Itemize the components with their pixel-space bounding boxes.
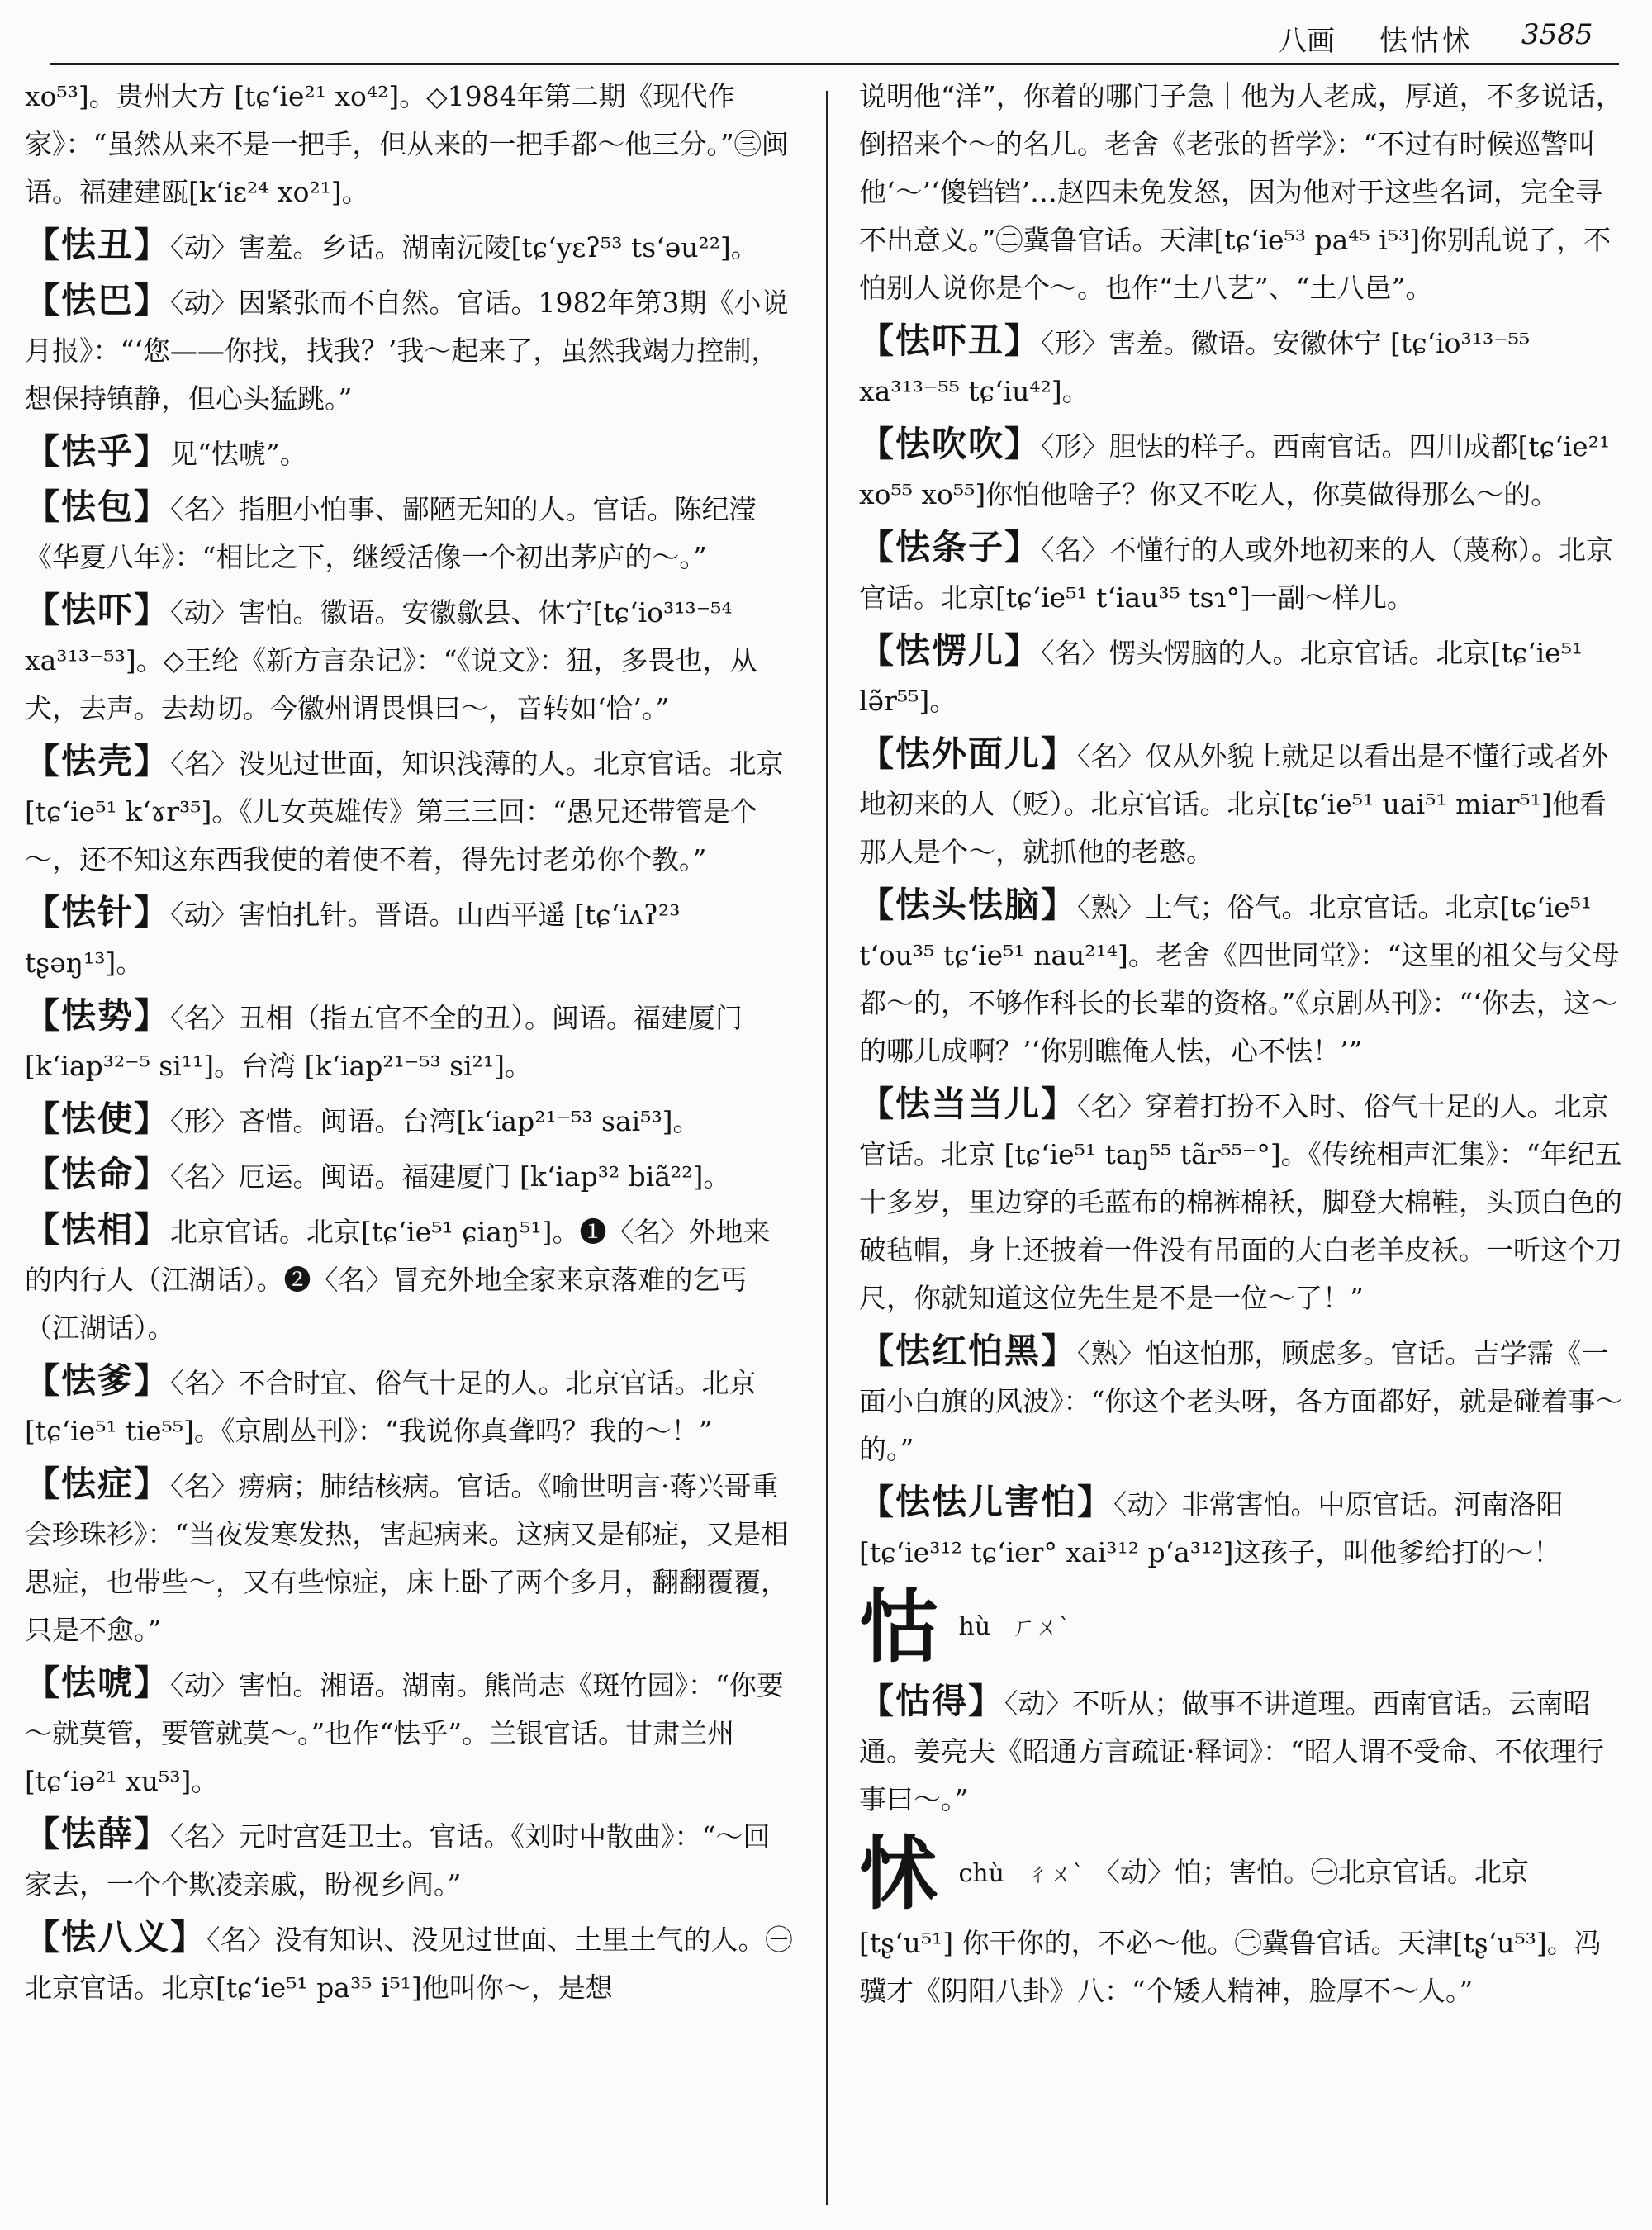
dictionary-entry	[859, 524, 1627, 622]
entry-headword: 【怯条子】	[859, 527, 1042, 567]
entry-definition: 见“怯唬”。	[170, 438, 307, 470]
dictionary-entry	[25, 277, 793, 423]
entry-headword: 【怯针】	[25, 892, 171, 932]
header-rule	[50, 63, 1619, 65]
column-divider	[826, 91, 828, 2205]
entry-headword: 【怯症】	[25, 1464, 171, 1504]
entry-definition: 〈名〉穿着打扮不入时、俗气十足的人。北京官话。北京 [tɕʻie⁵¹ taŋ⁵⁵ tãr⁵⁵⁻°]。《传统相声汇集》：“年纪五十多岁，里边穿的毛蓝布的棉裤棉袄，脚登大棉鞋，头顶白色的破毡帽，身上还披着一件没有吊面的大白老羊皮袄。一听这个刀尺，你就知道这位先生是不是一位～了！”	[859, 1090, 1622, 1314]
entry-definition: 〈名〉厄运。闽语。福建厦门 [kʻiap³² biã²²]。	[170, 1160, 731, 1193]
dictionary-entry	[25, 1810, 793, 1909]
entry-definition: 〈熟〉怕这怕那，顾虑多。官话。吉学霈《一面小白旗的风波》：“你这个老头呀，各方面都好，就是碰着事～的。”	[859, 1337, 1623, 1465]
entry-headword: 【怯势】	[25, 995, 171, 1036]
entry-headword: 【怯怯儿害怕】	[859, 1482, 1114, 1522]
page-number: 3585	[1521, 18, 1593, 51]
dictionary-entry	[25, 889, 793, 987]
dictionary-entry	[859, 627, 1627, 725]
entry-headword: 【怯薛】	[25, 1814, 171, 1854]
zhuyin: ㄔㄨˋ	[1026, 1860, 1085, 1887]
entry-definition: 〈名〉痨病；肺结核病。官话。《喻世明言·蒋兴哥重会珍珠衫》：“当夜发寒发热，害起病来。这病又是郁症，又是相思症，也带些～，又有些惊症，床上卧了两个多月，翻翻覆覆，只是不愈。”	[25, 1470, 789, 1646]
entry-headword: 【怯外面儿】	[859, 733, 1078, 774]
entry-headword: 【怯八义】	[25, 1917, 207, 1957]
left-column	[25, 73, 793, 2220]
right-column	[859, 73, 1627, 2220]
entry-headword: 【怯爹】	[25, 1360, 171, 1401]
entry-headword: 【怯巴】	[25, 280, 171, 320]
pinyin: hù	[958, 1612, 991, 1641]
entry-headword: 【怙得】	[859, 1681, 1005, 1721]
entry-list	[25, 221, 793, 2012]
entry-definition: 〈名〉没见过世面，知识浅薄的人。北京官话。北京 [tɕʻie⁵¹ kʻɤr³⁵]。《儿女英雄传》第三三回：“愚兄还带管是个～，还不知这东西我使的着使不着，得先讨老弟你个教。”	[25, 747, 784, 875]
entry-definition: 〈名〉丑相（指五官不全的丑）。闽语。福建厦门[kʻiap³²⁻⁵ si¹¹]。台湾 [kʻiap²¹⁻⁵³ si²¹]。	[25, 1002, 743, 1082]
entry-definition: 〈名〉元时宫廷卫士。官话。《刘时中散曲》：“～回家去，一个个欺凌亲戚，盼视乡闾。”	[25, 1820, 771, 1900]
head-character: 怙	[859, 1580, 938, 1673]
guide-characters: 怯怙怵	[1379, 25, 1474, 58]
entry-definition: 〈熟〉土气；俗气。北京官话。北京[tɕʻie⁵¹ tʻou³⁵ tɕʻie⁵¹ nau²¹⁴]。老舍《四世同堂》：“这里的祖父与父母都～的，不够作科长的长辈的资格。”《京剧丛刊》：“‘你去，这～的哪儿成啊？’‘你别瞧俺人怯，心不怯！’”	[859, 891, 1620, 1067]
section-label: 八画	[1279, 25, 1335, 58]
entry-definition: 〈名〉没有知识、没见过世面、土里土气的人。㊀北京官话。北京[tɕʻie⁵¹ pa³⁵ i⁵¹]他叫你～，是想	[25, 1924, 793, 2004]
dictionary-entry	[859, 730, 1627, 876]
entry-definition: 〈动〉因紧张而不自然。官话。1982年第3期《小说月报》：“‘您——你找，找我？’我～起来了，虽然我竭力控制，想保持镇静，但心头猛跳。”	[25, 287, 789, 415]
dictionary-entry	[25, 738, 793, 884]
dictionary-entry	[25, 1357, 793, 1455]
page-header	[0, 0, 1652, 66]
entry-headword: 【怯包】	[25, 486, 171, 527]
entry-headword: 【怯唬】	[25, 1663, 171, 1703]
entry-headword: 【怯命】	[25, 1154, 171, 1194]
dictionary-entry	[25, 1659, 793, 1805]
dictionary-entry	[859, 317, 1627, 415]
dictionary-entry	[859, 1327, 1627, 1473]
entry-list	[859, 317, 1627, 1577]
entry-headword: 【怯愣儿】	[859, 630, 1042, 671]
continuation-text: xo⁵³]。贵州大方 [tɕʻie²¹ xo⁴²]。◇1984年第二期《现代作家》：“虽然从来不是一把手，但从来的一把手都～他三分。”㊂闽语。福建建瓯[kʻiɛ²⁴ xo²¹]。	[25, 80, 789, 208]
entry-definition: 〈形〉胆怯的样子。西南官话。四川成都[tɕʻie²¹ xo⁵⁵ xo⁵⁵]你怕他啥子？你又不吃人，你莫做得那么～的。	[859, 430, 1611, 510]
entry-definition: 〈动〉害怕。湘语。湖南。熊尚志《斑竹园》：“你要～就莫管，要管就莫～。”也作“怯乎”。兰银官话。甘肃兰州[tɕʻiə²¹ xu⁵³]。	[25, 1669, 784, 1797]
entry-definition: 〈动〉害羞。乡话。湖南沅陵[tɕʻyɛʔ⁵³ tsʻəu²²]。	[170, 231, 758, 263]
entry-headword: 【怯当当儿】	[859, 1084, 1078, 1124]
entry-headword: 【怯红怕黑】	[859, 1331, 1078, 1371]
entry-headword: 【怯丑】	[25, 225, 171, 265]
entry-headword: 【怯吓】	[25, 590, 171, 630]
entry-headword: 【怯吓丑】	[859, 320, 1042, 361]
entry-definition: 〈名〉不懂行的人或外地初来的人（蔑称）。北京官话。北京[tɕʻie⁵¹ tʻiau³⁵ tsɿ°]一副～样儿。	[859, 534, 1614, 614]
entry-headword: 【怯吹吹】	[859, 424, 1042, 464]
dictionary-entry	[859, 1478, 1627, 1577]
continuation-text: 说明他“洋”，你着的哪门子急｜他为人老成，厚道，不多说话，倒招来个～的名儿。老舍《老张的哲学》：“不过有时候巡警叫他‘～’‘傻铛铛’…赵四未免发怒，因为他对于这些名词，完全寻不出意义。”㊁冀鲁官话。天津[tɕʻie⁵³ pa⁴⁵ i⁵³]你别乱说了，不怕别人说你是个～。也作“土八艺”、“土八邑”。	[859, 80, 1623, 304]
dictionary-entry	[25, 221, 793, 272]
zhuyin: ㄏㄨˋ	[1012, 1613, 1070, 1640]
entry-headword: 【怯壳】	[25, 741, 171, 781]
entry-definition: 〈动〉怕；害怕。㊀北京官话。北京 [tʂʻu⁵¹] 你干你的，不必～他。㊁冀鲁官话。天津[tʂʻu⁵³]。冯骥才《阴阳八卦》八：“个矮人精神，脸厚不～人。”	[859, 1856, 1602, 2007]
entry-definition: 〈形〉吝惜。闽语。台湾[kʻiap²¹⁻⁵³ sai⁵³]。	[170, 1105, 700, 1137]
entry-definition: 〈动〉非常害怕。中原官话。河南洛阳[tɕʻie³¹² tɕʻier° xai³¹² pʻa³¹²]这孩子，叫他爹给打的～！	[859, 1488, 1564, 1568]
entry-headword: 【怯使】	[25, 1098, 171, 1139]
dictionary-entry	[25, 1151, 793, 1201]
dictionary-entry	[859, 881, 1627, 1075]
entry-definition: 〈动〉害怕。徽语。安徽歙县、休宁[tɕʻio³¹³⁻⁵⁴ xa³¹³⁻⁵³]。◇王纶《新方言杂记》：“《说文》：狃，多畏也，从犬，去声。去劫切。今徽州谓畏惧曰～，音转如‘恰’。”	[25, 596, 757, 724]
entry-headword: 【怯头怯脑】	[859, 885, 1078, 925]
entry-definition: 〈名〉不合时宜、俗气十足的人。北京官话。北京[tɕʻie⁵¹ tie⁵⁵]。《京剧丛刊》：“我说你真聋吗？我的～！”	[25, 1367, 757, 1447]
dictionary-entry	[859, 1080, 1627, 1322]
dictionary-entry	[25, 1914, 793, 2012]
dictionary-entry	[859, 420, 1627, 519]
dictionary-entry	[859, 1677, 1627, 1824]
dictionary-entry	[25, 1095, 793, 1146]
character-heading-hu	[859, 1582, 1627, 1672]
character-heading-chu	[859, 1829, 1627, 2015]
dictionary-entry	[25, 586, 793, 733]
entry-headword: 【怯乎】	[25, 431, 171, 472]
entry-definition: 北京官话。北京[tɕʻie⁵¹ ɕiaŋ⁵¹]。❶〈名〉外地来的内行人（江湖话）。❷〈名〉冒充外地全家来京落难的乞丐（江湖话）。	[25, 1216, 771, 1344]
entry-definition: 〈名〉愣头愣脑的人。北京官话。北京[tɕʻie⁵¹ lə̃r⁵⁵]。	[859, 637, 1583, 717]
entry-definition: 〈名〉仅从外貌上就足以看出是不懂行或者外地初来的人（贬）。北京官话。北京[tɕʻie⁵¹ uai⁵¹ miar⁵¹]他看那人是个～，就抓他的老憨。	[859, 740, 1609, 868]
dictionary-entry	[25, 483, 793, 581]
head-character: 怵	[859, 1827, 938, 1920]
entry-definition: 〈形〉害羞。徽语。安徽休宁 [tɕʻio³¹³⁻⁵⁵ xa³¹³⁻⁵⁵ tɕʻiu⁴²]。	[859, 327, 1531, 407]
entry-definition: 〈名〉指胆小怕事、鄙陋无知的人。官话。陈纪滢《华夏八年》：“相比之下，继绶活像一个初出茅庐的～。”	[25, 493, 757, 573]
entry-headword: 【怯相】	[25, 1209, 171, 1250]
dictionary-entry	[25, 1460, 793, 1654]
dictionary-entry	[25, 1206, 793, 1352]
dictionary-entry	[25, 992, 793, 1090]
pinyin: chù	[958, 1859, 1004, 1888]
dictionary-entry	[25, 428, 793, 478]
entry-definition: 〈动〉不听从；做事不讲道理。西南官话。云南昭通。姜亮夫《昭通方言疏证·释词》：“昭人谓不受命、不依理行事曰～。”	[859, 1687, 1604, 1815]
entry-definition: 〈动〉害怕扎针。晋语。山西平遥 [tɕʻiʌʔ²³ tʂəŋ¹³]。	[25, 899, 681, 979]
